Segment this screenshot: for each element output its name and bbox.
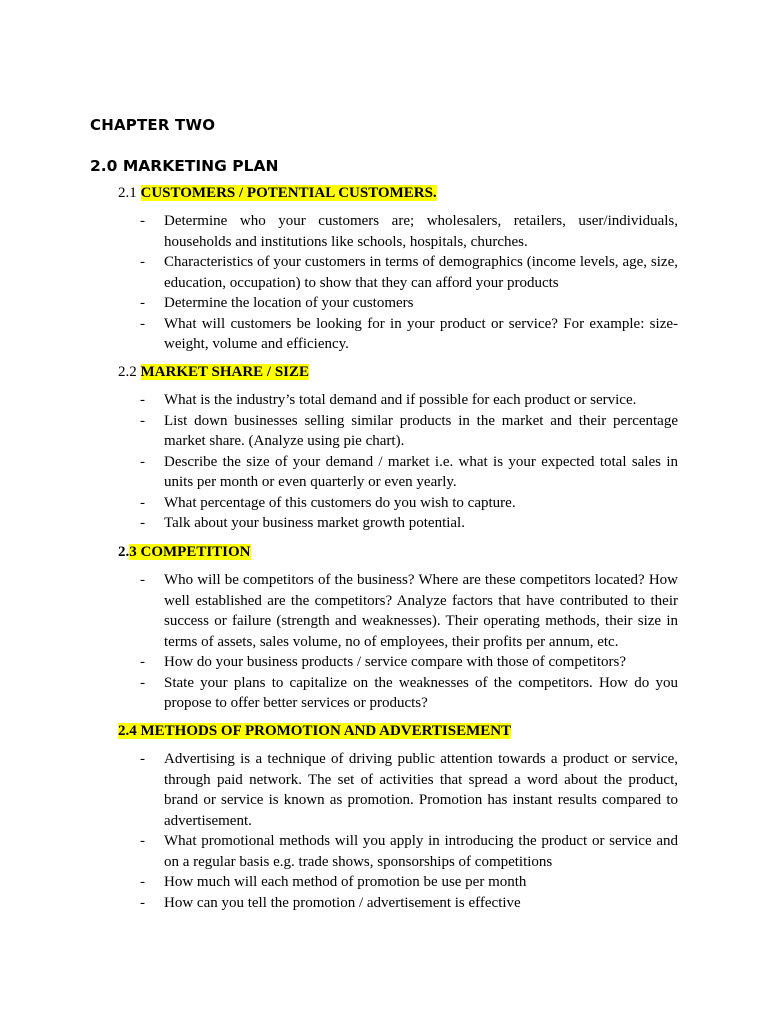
dash-bullet: - (140, 751, 145, 767)
dash-bullet: - (140, 315, 145, 332)
list-item (140, 570, 678, 652)
list-item (140, 652, 678, 673)
list-item-text: State your plans to capitalize on the weaknesses of the competitors. How do you propose to offer better services or products? (164, 674, 678, 711)
section-number: 2.2 (118, 364, 141, 380)
list-item-text: How can you tell the promotion / advertisement is effective (164, 894, 521, 911)
list-item-text: List down businesses selling similar products in the market and their percentage market share. (Analyze using pie chart). (164, 412, 678, 449)
section-promotion (118, 721, 678, 911)
list-item (140, 673, 678, 714)
list-item (140, 831, 678, 872)
list-item-text: What percentage of this customers do you wish to capture. (164, 494, 516, 511)
bullet-list (140, 211, 678, 355)
dash-bullet: - (140, 453, 145, 470)
dash-bullet: - (140, 392, 145, 408)
dash-bullet: - (140, 874, 145, 890)
dash-bullet: - (140, 295, 145, 311)
list-item-text: Determine who your customers are; wholesalers, retailers, user/individuals, households and institutions like schools, hospitals, churches. (164, 213, 678, 250)
section-heading (118, 183, 678, 203)
dash-bullet: - (140, 515, 145, 531)
list-item (140, 872, 678, 893)
bullet-list (140, 570, 678, 714)
dash-bullet: - (140, 412, 145, 429)
list-item (140, 513, 678, 534)
dash-bullet: - (140, 213, 145, 229)
list-item-text: What will customers be looking for in your product or service? For example: size-weight, volume and efficiency. (164, 315, 678, 352)
section-heading (118, 721, 678, 741)
dash-bullet: - (140, 572, 145, 588)
list-item (140, 314, 678, 355)
list-item-text: What is the industry’s total demand and if possible for each product or service. (164, 392, 637, 408)
bullet-list (140, 390, 678, 534)
dash-bullet: - (140, 894, 145, 911)
dash-bullet: - (140, 254, 145, 270)
section-number: 2.1 (118, 185, 141, 201)
list-item-text: Advertising is a technique of driving public attention towards a product or service, through paid network. The set of activities that spread a word about the product, brand or service is known as promotion. Promotion has instant results compared to advertisement. (164, 751, 678, 829)
list-item-text: Characteristics of your customers in terms of demographics (income levels, age, size, education, occupation) to show that they can afford your products (164, 254, 678, 291)
list-item (140, 293, 678, 314)
list-item (140, 411, 678, 452)
list-item (140, 749, 678, 831)
highlighted-heading: 3 COMPETITION (129, 544, 251, 560)
list-item-text: How do your business products / service compare with those of competitors? (164, 654, 626, 670)
list-item-text: Determine the location of your customers (164, 295, 414, 311)
list-item (140, 211, 678, 252)
dash-bullet: - (140, 674, 145, 691)
bullet-list (140, 749, 678, 913)
dash-bullet: - (140, 654, 145, 670)
section-heading (118, 362, 678, 382)
list-item (140, 452, 678, 493)
section-number: 2. (118, 544, 130, 560)
list-item-text: How much will each method of promotion be use per month (164, 874, 527, 890)
section-customers (118, 183, 678, 352)
dash-bullet: - (140, 494, 145, 511)
section-heading (118, 542, 678, 562)
highlighted-heading: CUSTOMERS / POTENTIAL CUSTOMERS. (140, 185, 437, 201)
list-item-text: Who will be competitors of the business? Where are these competitors located? How well established are the competitors? Analyze factors that have contributed to their success or failure (strength and weaknesses). Their operating methods, their size in terms of assets, sales volume, no of employees, their profits per annum, etc. (164, 572, 678, 650)
section-market-share (118, 362, 678, 531)
list-item (140, 390, 678, 411)
list-item (140, 252, 678, 293)
list-item (140, 493, 678, 514)
highlighted-heading: MARKET SHARE / SIZE (140, 364, 310, 380)
list-item (140, 893, 678, 914)
section-competition (118, 542, 678, 711)
list-item-text: Describe the size of your demand / market i.e. what is your expected total sales in units per month or even quarterly or even yearly. (164, 453, 678, 490)
list-item-text: Talk about your business market growth potential. (164, 515, 465, 531)
section-title: 2.0 MARKETING PLAN (90, 157, 279, 175)
chapter-title: CHAPTER TWO (90, 116, 216, 134)
dash-bullet: - (140, 833, 145, 849)
list-item-text: What promotional methods will you apply in introducing the product or service and on a regular basis e.g. trade shows, sponsorships of competitions (164, 833, 678, 870)
highlighted-heading: 2.4 METHODS OF PROMOTION AND ADVERTISEMENT (118, 723, 512, 739)
